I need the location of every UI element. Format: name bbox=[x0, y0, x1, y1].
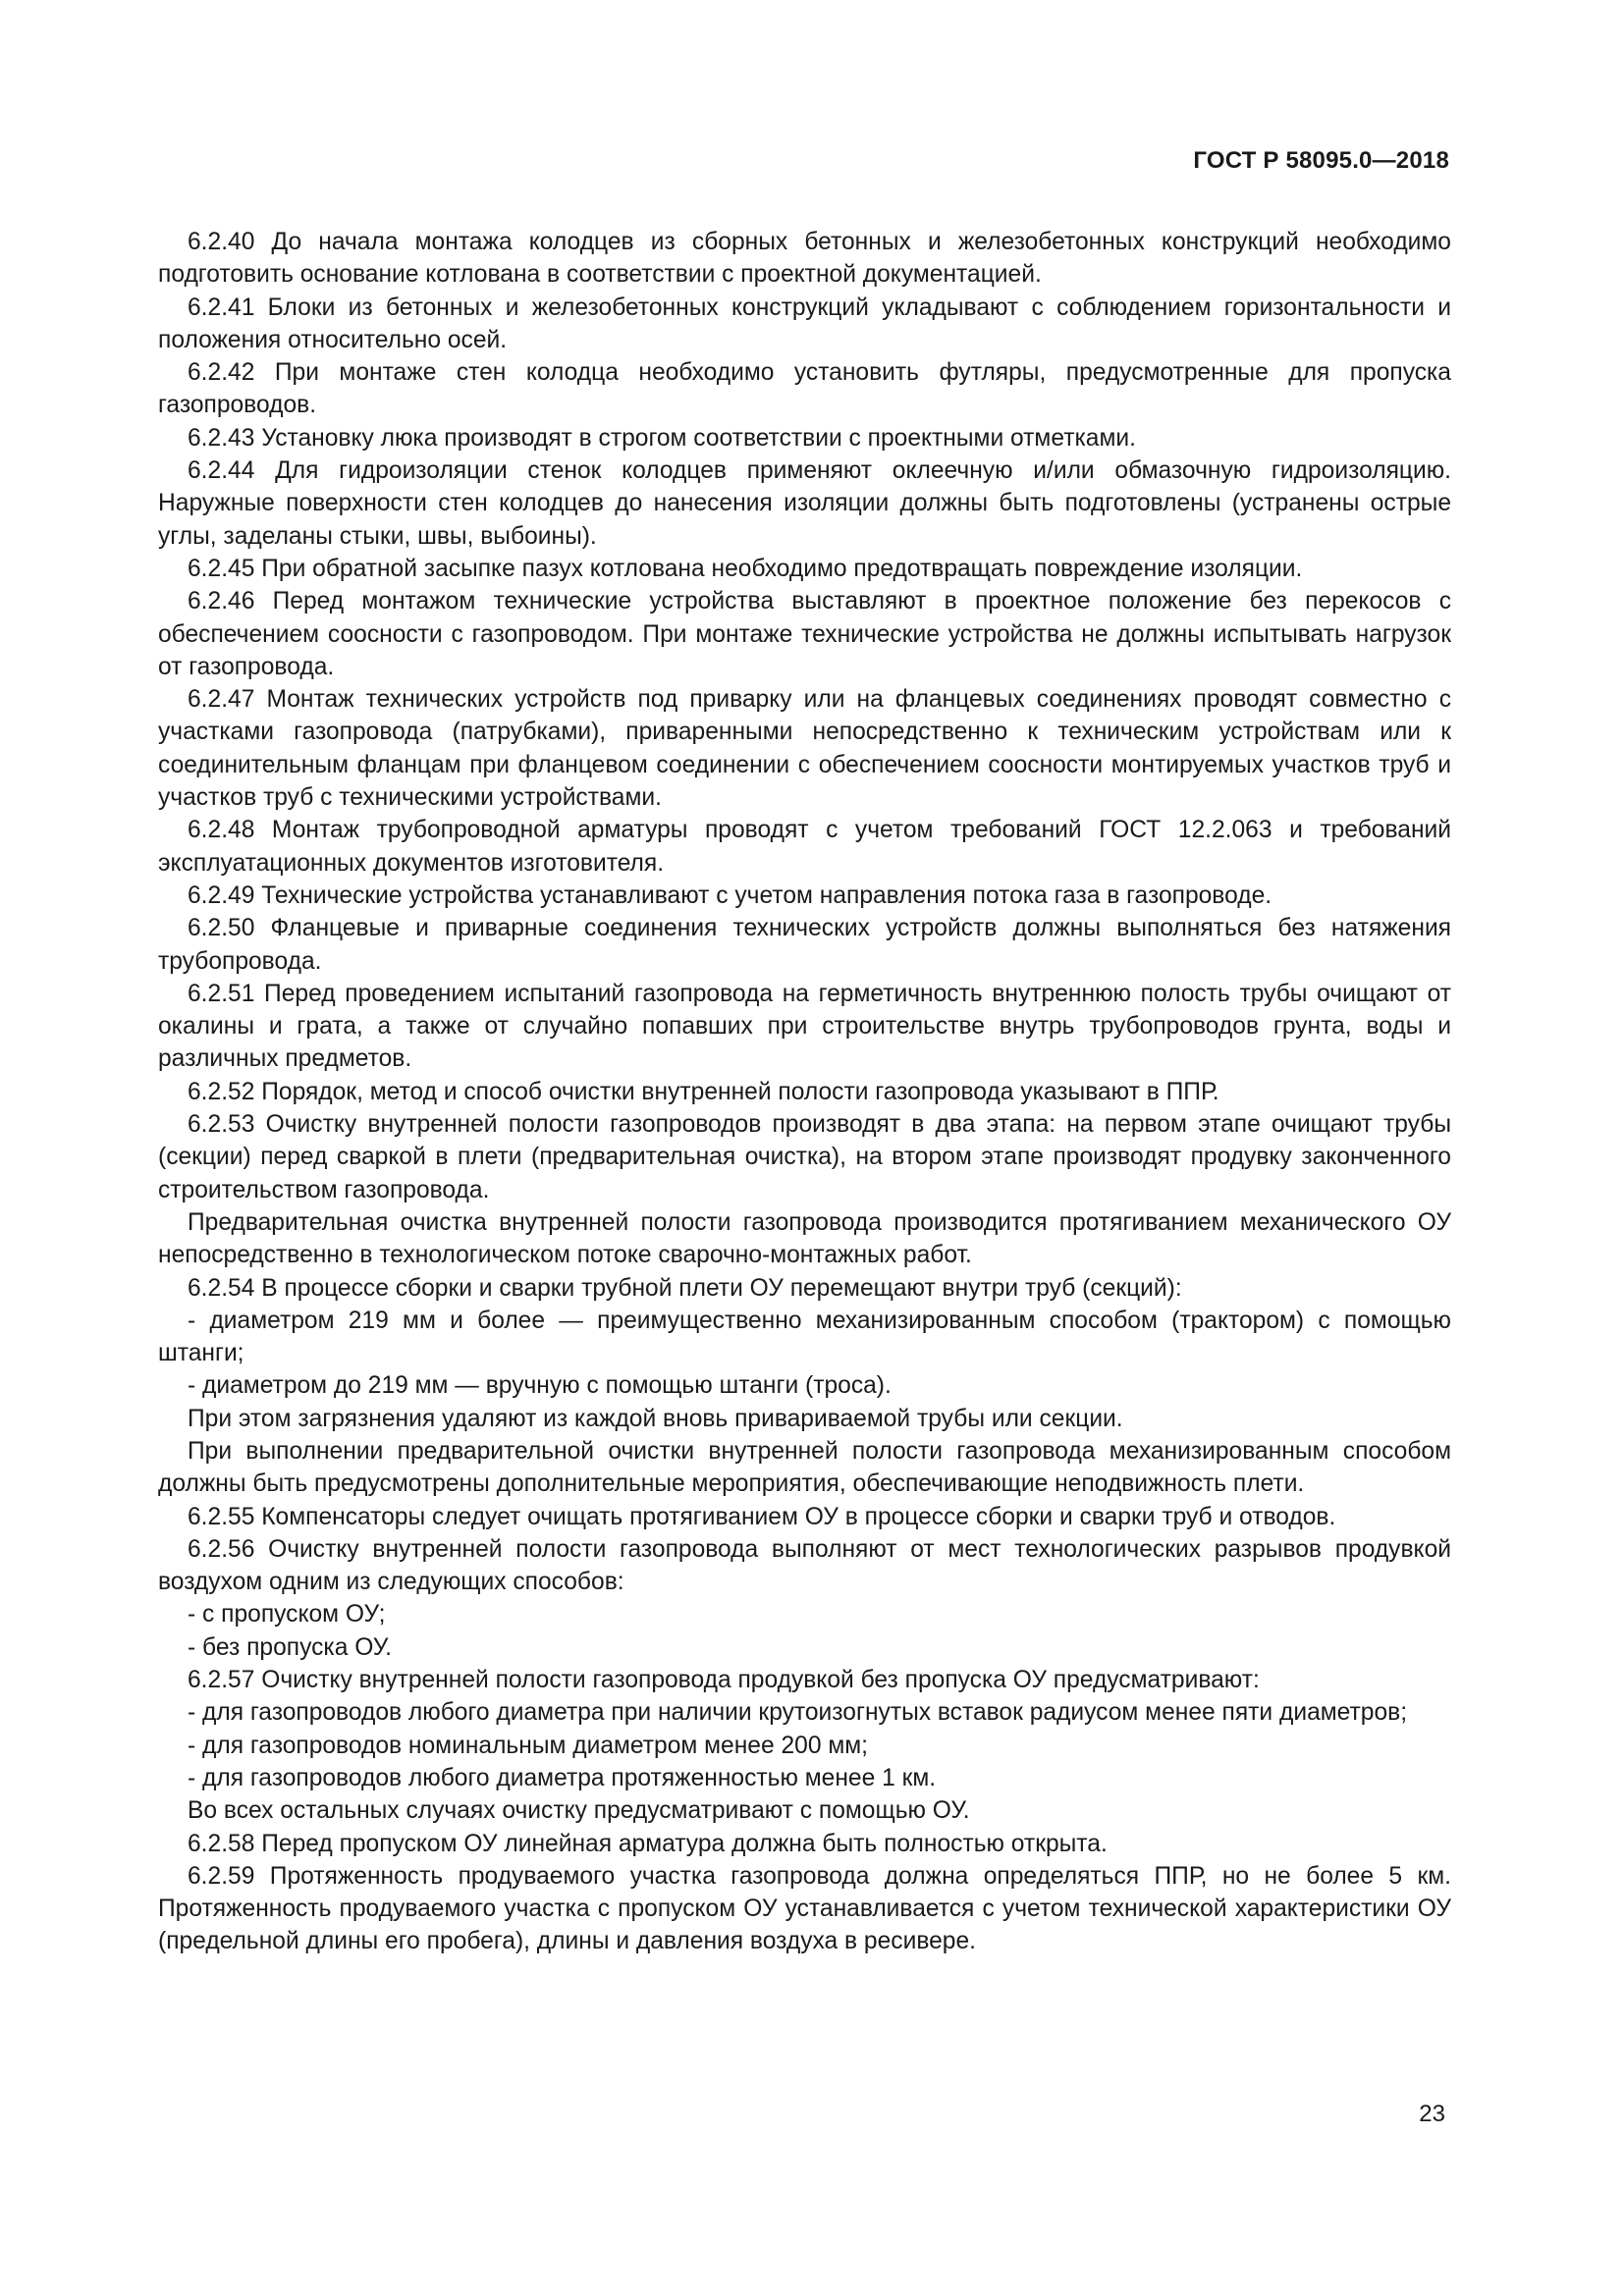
paragraph: 6.2.54 В процессе сборки и сварки трубной плети ОУ перемещают внутри труб (секций): bbox=[188, 1274, 1182, 1302]
paragraph: 6.2.51 Перед проведением испытаний газопровода на герметичность внутреннюю полость трубы очищают от окалины и грата, а также от случайно попавших при строительстве внутрь трубопроводов грунта, воды и различных предметов. bbox=[158, 980, 1451, 1073]
list-item: - с пропуском ОУ; bbox=[188, 1601, 386, 1629]
paragraph: При выполнении предварительной очистки внутренней полости газопровода механизированным способом должны быть предусмотрены дополнительные мероприятия, обеспечивающие неподвижность плети. bbox=[158, 1437, 1451, 1498]
paragraph: 6.2.49 Технические устройства устанавливают с учетом направления потока газа в газопроводе. bbox=[188, 881, 1272, 909]
page-number: 23 bbox=[1419, 2101, 1445, 2127]
paragraph: 6.2.52 Порядок, метод и способ очистки внутренней полости газопровода указывают в ППР. bbox=[188, 1078, 1219, 1105]
paragraph: 6.2.55 Компенсаторы следует очищать протягиванием ОУ в процессе сборки и сварки труб и отводов. bbox=[188, 1503, 1336, 1530]
document-code: ГОСТ Р 58095.0—2018 bbox=[1193, 147, 1449, 174]
paragraph: 6.2.44 Для гидроизоляции стенок колодцев применяют оклеечную и/или обмазочную гидроизоляцию. Наружные поверхности стен колодцев до нанесения изоляции должны быть подготовлены (устранены острые углы, заделаны стыки, швы, выбоины). bbox=[158, 457, 1451, 550]
document-body bbox=[158, 226, 1451, 1958]
paragraph: 6.2.40 До начала монтажа колодцев из сборных бетонных и железобетонных конструкций необходимо подготовить основание котлована в соответствии с проектной документацией. bbox=[158, 229, 1451, 289]
list-item: - диаметром до 219 мм — вручную с помощью штанги (троса). bbox=[188, 1372, 892, 1400]
list-item: - диаметром 219 мм и более — преимущественно механизированным способом (трактором) с помощью штанги; bbox=[158, 1307, 1451, 1367]
list-item: - для газопроводов номинальным диаметром менее 200 мм; bbox=[188, 1732, 869, 1759]
list-item: - для газопроводов любого диаметра при наличии крутоизогнутых вставок радиусом менее пяти диаметров; bbox=[188, 1699, 1408, 1727]
paragraph: 6.2.41 Блоки из бетонных и железобетонных конструкций укладывают с соблюдением горизонтальности и положения относительно осей. bbox=[158, 294, 1451, 353]
paragraph: 6.2.46 Перед монтажом технические устройства выставляют в проектное положение без перекосов с обеспечением соосности с газопроводом. При монтаже технические устройства не должны испытывать нагрузок от газопровода. bbox=[158, 588, 1451, 680]
paragraph: 6.2.47 Монтаж технических устройств под приварку или на фланцевых соединениях проводят совместно с участками газопровода (патрубками), приваренными непосредственно к техническим устройствам или к соединительным фланцам при фланцевом соединении с обеспечением соосности монтируемых участков труб и участков труб с техническими устройствами. bbox=[158, 686, 1451, 812]
list-item: - без пропуска ОУ. bbox=[188, 1633, 392, 1661]
paragraph: Во всех остальных случаях очистку предусматривают с помощью ОУ. bbox=[188, 1797, 970, 1825]
paragraph: 6.2.43 Установку люка производят в строгом соответствии с проектными отметками. bbox=[188, 424, 1136, 452]
list-item: - для газопроводов любого диаметра протяженностью менее 1 км. bbox=[188, 1764, 937, 1791]
paragraph: 6.2.56 Очистку внутренней полости газопровода выполняют от мест технологических разрывов продувкой воздухом одним из следующих способов: bbox=[158, 1535, 1451, 1596]
paragraph: 6.2.45 При обратной засыпке пазух котлована необходимо предотвращать повреждение изоляции. bbox=[188, 555, 1303, 582]
paragraph: 6.2.58 Перед пропуском ОУ линейная арматура должна быть полностью открыта. bbox=[188, 1830, 1108, 1857]
paragraph: Предварительная очистка внутренней полости газопровода производится протягиванием механического ОУ непосредственно в технологическом потоке сварочно-монтажных работ. bbox=[158, 1208, 1451, 1269]
paragraph: При этом загрязнения удаляют из каждой вновь привариваемой трубы или секции. bbox=[188, 1405, 1123, 1432]
paragraph: 6.2.59 Протяженность продуваемого участка газопровода должна определяться ППР, но не более 5 км. Протяженность продуваемого участка с пропуском ОУ устанавливается с учетом технической характеристики ОУ (предельной длины его пробега), длины и давления воздуха в ресивере. bbox=[158, 1862, 1451, 1955]
paragraph: 6.2.48 Монтаж трубопроводной арматуры проводят с учетом требований ГОСТ 12.2.063 и требований эксплуатационных документов изготовителя. bbox=[158, 817, 1451, 877]
paragraph: 6.2.50 Фланцевые и приварные соединения технических устройств должны выполняться без натяжения трубопровода. bbox=[158, 915, 1451, 975]
paragraph: 6.2.57 Очистку внутренней полости газопровода продувкой без пропуска ОУ предусматривают: bbox=[188, 1667, 1260, 1694]
paragraph: 6.2.42 При монтаже стен колодца необходимо установить футляры, предусмотренные для пропуска газопроводов. bbox=[158, 359, 1451, 419]
paragraph: 6.2.53 Очистку внутренней полости газопроводов производят в два этапа: на первом этапе очищают трубы (секции) перед сваркой в плети (предварительная очистка), на втором этапе производят продувку законченного строительством газопровода. bbox=[158, 1111, 1451, 1203]
